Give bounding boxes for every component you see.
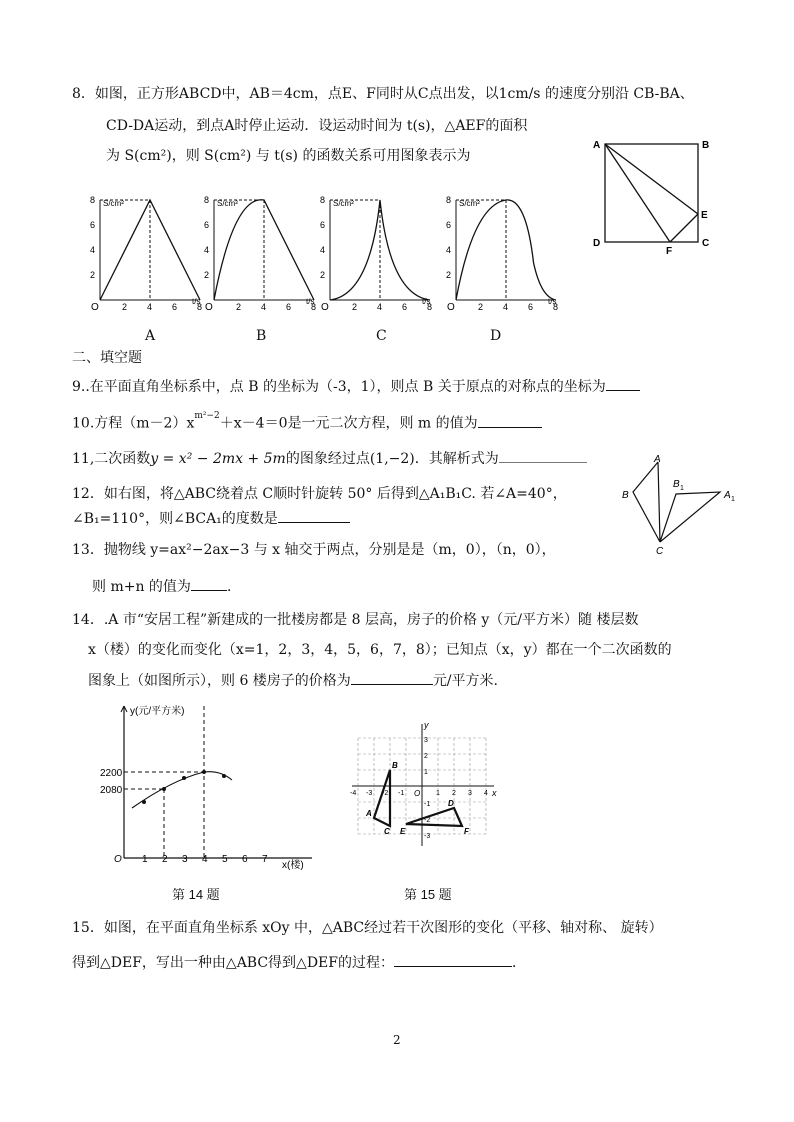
q15-blank[interactable] — [394, 952, 512, 967]
y-tick-4: 4 — [90, 245, 96, 255]
q10-post: ＋x－4＝0是一元二次方程，则 m 的值为 — [219, 415, 478, 432]
q10-blank[interactable] — [478, 413, 542, 428]
y-tick-2: 2 — [90, 270, 96, 280]
option-caption-c: C — [376, 328, 387, 344]
x-tick-4: 4 — [261, 302, 267, 312]
q13-blank[interactable] — [191, 576, 227, 591]
fig14 — [102, 700, 314, 872]
x-tick-O: O — [91, 302, 99, 313]
q13-line2-post: ． — [226, 579, 241, 595]
x-tick-8: 8 — [553, 302, 559, 312]
sq-label-c: C — [702, 238, 710, 249]
fig15-xtick-n1: -1 — [398, 790, 405, 797]
option-caption-a: A — [145, 328, 156, 344]
y-axis-label: S/cm² — [217, 199, 238, 208]
x-tick-8: 8 — [197, 302, 203, 312]
fig15-xtick-4: 4 — [484, 790, 488, 797]
sq-label-f: F — [666, 246, 673, 257]
y-tick-2: 2 — [204, 270, 210, 280]
y-tick-8: 8 — [446, 195, 452, 205]
x-tick-O: O — [205, 302, 213, 313]
fig15-ytick-2: 2 — [424, 753, 428, 760]
graph-curve — [214, 200, 314, 300]
page-number: 2 — [393, 1033, 401, 1047]
fig15-xtick-1: 1 — [436, 790, 440, 797]
fig15-origin: O — [414, 789, 421, 798]
fig15-xtick-n4: -4 — [350, 790, 357, 797]
q11-post: ．其解析式为 — [414, 451, 499, 467]
y-axis-label: S/cm² — [459, 199, 480, 208]
fig15-axis-x: x — [492, 788, 497, 798]
y-tick-8: 8 — [204, 195, 210, 205]
fig15-label-c: C — [384, 827, 390, 836]
fig15-xtick-2: 2 — [452, 790, 456, 797]
q12-label-a: A — [654, 454, 661, 465]
fig14-xtick-3: 3 — [182, 854, 188, 865]
fig15-label-a: A — [366, 809, 372, 818]
q14-line3-post: 元/平方米. — [432, 673, 498, 689]
x-tick-2: 2 — [478, 302, 484, 312]
fig15-label-f: F — [464, 827, 469, 836]
q10 — [72, 410, 542, 434]
x-tick-8: 8 — [427, 302, 433, 312]
fig15-label-b: B — [392, 761, 398, 770]
fig15-ytick-n1: -1 — [424, 801, 431, 808]
q8-line1: 8．如图，正方形ABCD中，AB＝4cm，点E、F同时从C点出发，以1cm/s 的速度分别沿 CB-BA、 — [72, 86, 694, 102]
q12-line2-text: ∠B₁=110°，则∠BCA₁的度数是 — [72, 511, 278, 527]
y-tick-6: 6 — [90, 220, 96, 230]
section-title: 二、填空题 — [72, 350, 142, 366]
x-tick-6: 6 — [286, 302, 292, 312]
q12-label-b1: B — [673, 479, 680, 490]
q14-blank[interactable] — [351, 670, 433, 685]
q11-formula: y = x² − 2mx + 5m — [150, 451, 286, 467]
fig15 — [344, 716, 500, 854]
sq-label-b: B — [702, 140, 710, 151]
x-tick-4: 4 — [377, 302, 383, 312]
y-tick-6: 6 — [204, 220, 210, 230]
q12-sub-b1: 1 — [680, 485, 684, 492]
fig14-xtick-2: 2 — [162, 854, 168, 865]
sq-label-d: D — [593, 238, 601, 249]
fig14-caption: 第 14 题 — [172, 887, 220, 902]
q13-line2 — [92, 576, 241, 597]
q12-figure — [616, 452, 740, 556]
q9 — [72, 376, 640, 397]
q12-label-c: C — [656, 546, 664, 557]
q10-exponent: m²−2 — [194, 411, 220, 421]
fig15-xtick-n3: -3 — [366, 790, 373, 797]
q12-line2 — [72, 508, 350, 529]
y-tick-6: 6 — [320, 220, 326, 230]
q11 — [72, 448, 587, 469]
q15-end: ． — [512, 955, 526, 971]
y-axis-label: S/cm² — [103, 199, 124, 208]
x-tick-6: 6 — [402, 302, 408, 312]
q11-point: (1,−2) — [369, 451, 415, 467]
fig15-ytick-1: 1 — [424, 769, 428, 776]
q8-line3: 为 S(cm²)，则 S(cm²) 与 t(s) 的函数关系可用图象表示为 — [106, 148, 471, 164]
q15-line1: 15．如图，在平面直角坐标系 xOy 中，△ABC经过若干次图形的变化（平移、轴对称、 旋转） — [72, 920, 663, 936]
y-tick-4: 4 — [320, 245, 326, 255]
q12-label-a1: A — [724, 490, 731, 501]
y-tick-4: 4 — [446, 245, 452, 255]
fig14-ytick-2200: 2200 — [100, 768, 123, 779]
fig15-label-d: D — [448, 799, 454, 808]
q15-line2 — [72, 952, 526, 973]
q12-line1: 12．如右图，将△ABC绕着点 C顺时针旋转 50° 后得到△A₁B₁C. 若∠A=40°， — [72, 486, 567, 502]
y-axis-label: S/cm² — [333, 199, 354, 208]
x-axis-label: t/s — [192, 297, 201, 306]
q12-label-b: B — [622, 490, 629, 501]
option-graph-d — [444, 195, 559, 314]
y-tick-4: 4 — [204, 245, 210, 255]
fig15-caption: 第 15 题 — [404, 887, 452, 902]
option-caption-b: B — [256, 328, 267, 344]
q11-pre: 11,二次函数 — [72, 451, 151, 467]
q9-text: 9..在平面直角坐标系中，点 B 的坐标为（-3，1），则点 B 关于原点的对称点的坐标为 — [72, 379, 606, 395]
q14-line3 — [88, 670, 498, 691]
x-tick-O: O — [447, 302, 455, 313]
option-caption-d: D — [490, 328, 502, 344]
q12-blank[interactable] — [278, 508, 350, 523]
q12-sub-a1: 1 — [731, 496, 735, 503]
q14-line3-pre: 图象上（如图所示），则 6 楼房子的价格为 — [88, 673, 351, 689]
option-graph-c — [318, 195, 433, 314]
y-tick-6: 6 — [446, 220, 452, 230]
q13-line1: 13．抛物线 y=ax²−2ax−3 与 x 轴交于两点，分别是是（m，0），（n，0）， — [72, 542, 556, 558]
option-graph-a — [88, 195, 203, 314]
x-tick-4: 4 — [147, 302, 153, 312]
fig14-xlabel: x(楼) — [282, 860, 304, 871]
x-tick-O: O — [321, 302, 329, 313]
fig15-xtick-3: 3 — [468, 790, 472, 797]
q15-line2-text: 得到△DEF，写出一种由△ABC得到△DEF的过程： — [72, 955, 394, 971]
fig14-xtick-7: 7 — [262, 854, 268, 865]
fig14-xtick-6: 6 — [242, 854, 248, 865]
q11-mid: 的图象经过点 — [285, 451, 370, 467]
square-figure — [588, 134, 718, 258]
x-tick-4: 4 — [503, 302, 509, 312]
option-graph-b — [202, 195, 317, 314]
y-tick-8: 8 — [320, 195, 326, 205]
fig14-origin: O — [114, 854, 122, 865]
fig14-ytick-2080: 2080 — [100, 785, 123, 796]
q10-pre: 10.方程（m－2）x — [72, 415, 195, 432]
y-tick-8: 8 — [90, 195, 96, 205]
x-tick-8: 8 — [311, 302, 317, 312]
fig15-axis-y: y — [424, 720, 429, 730]
y-tick-2: 2 — [320, 270, 326, 280]
sq-label-a: A — [593, 140, 601, 151]
x-axis-label: t/s — [306, 297, 315, 306]
fig15-ytick-3: 3 — [424, 737, 428, 744]
x-tick-2: 2 — [352, 302, 358, 312]
fig14-xtick-5: 5 — [222, 854, 228, 865]
x-tick-2: 2 — [122, 302, 128, 312]
fig15-ytick-n3: -3 — [424, 833, 431, 840]
x-axis-label: t/s — [548, 297, 557, 306]
x-tick-2: 2 — [236, 302, 242, 312]
fig15-xtick-n2: -2 — [382, 790, 389, 797]
q13-line2-pre: 则 m+n 的值为 — [92, 579, 191, 595]
fig15-label-e: E — [400, 827, 406, 836]
q11-blank[interactable] — [499, 448, 587, 463]
fig14-xtick-1: 1 — [142, 854, 148, 865]
q8-line2: CD-DA运动，到点A时停止运动．设运动时间为 t(s)，△AEF的面积 — [106, 118, 528, 134]
x-axis-label: t/s — [422, 297, 431, 306]
q14-line1: 14．.A 市“安居工程”新建成的一批楼房都是 8 层高，房子的价格 y（元/平方米）随 楼层数 — [72, 612, 639, 628]
x-tick-6: 6 — [528, 302, 534, 312]
fig14-xtick-4: 4 — [202, 854, 208, 865]
fig15-ytick-n2: -2 — [424, 817, 431, 824]
sq-label-e: E — [701, 210, 708, 221]
q9-blank[interactable] — [606, 376, 640, 391]
y-tick-2: 2 — [446, 270, 452, 280]
graph-curve — [456, 200, 556, 300]
fig14-ylabel: y(元/平方米) — [130, 706, 185, 717]
x-tick-6: 6 — [172, 302, 178, 312]
q14-line2: x（楼）的变化而变化（x=1，2，3，4，5，6，7，8）；已知点（x，y）都在一个二次函数的 — [88, 642, 672, 658]
